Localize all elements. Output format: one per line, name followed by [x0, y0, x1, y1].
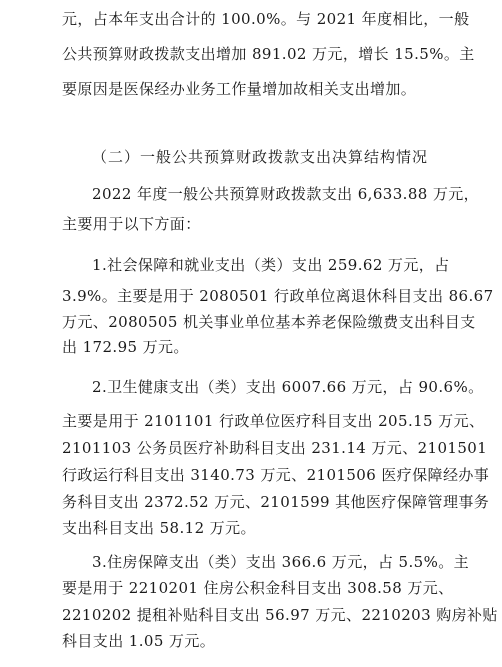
text-line: 务科目支出 2372.52 万元、2101599 其他医疗保障管理事务 [62, 493, 490, 511]
text-line: 2.卫生健康支出（类）支出 6007.66 万元，占 90.6%。 [92, 378, 484, 396]
text-line: 2022 年度一般公共预算财政拨款支出 6,633.88 万元， [92, 185, 480, 203]
text-line: 支出科目支出 58.12 万元。 [62, 519, 256, 537]
text-line: 3.住房保障支出（类）支出 366.6 万元，占 5.5%。主 [92, 553, 470, 571]
text-line: 要是用于 2210201 住房公积金科目支出 308.58 万元、 [62, 579, 454, 597]
text-line: 1.社会保障和就业支出（类）支出 259.62 万元，占 [92, 256, 450, 274]
text-line: 2101103 公务员医疗补助科目支出 231.14 万元、2101501 [62, 439, 488, 457]
heading-text: （二）一般公共预算财政拨款支出决算结构情况 [92, 148, 429, 166]
text-line: 行政运行科目支出 3140.73 万元、2101506 医疗保障经办事 [62, 466, 490, 484]
text-line: 2210202 提租补贴科目支出 56.97 万元、2210203 购房补贴 [62, 606, 498, 624]
text-line: 科目支出 1.05 万元。 [62, 632, 216, 650]
text-line: 公共预算财政拨款支出增加 891.02 万元，增长 15.5%。主 [62, 45, 475, 63]
text-line: 主要用于以下方面： [62, 215, 201, 233]
text-line: 主要是用于 2101101 行政单位医疗科目支出 205.15 万元、 [62, 412, 485, 430]
text-line: 万元、2080505 机关事业单位基本养老保险缴费支出科目支 [62, 313, 476, 331]
text-line: 要原因是医保经办业务工作量增加故相关支出增加。 [62, 80, 417, 98]
text-line: 元，占本年支出合计的 100.0%。与 2021 年度相比，一般 [62, 10, 470, 28]
text-line: 3.9%。主要是用于 2080501 行政单位离退休科目支出 86.67 [62, 287, 494, 305]
text-line: 出 172.95 万元。 [62, 338, 189, 356]
